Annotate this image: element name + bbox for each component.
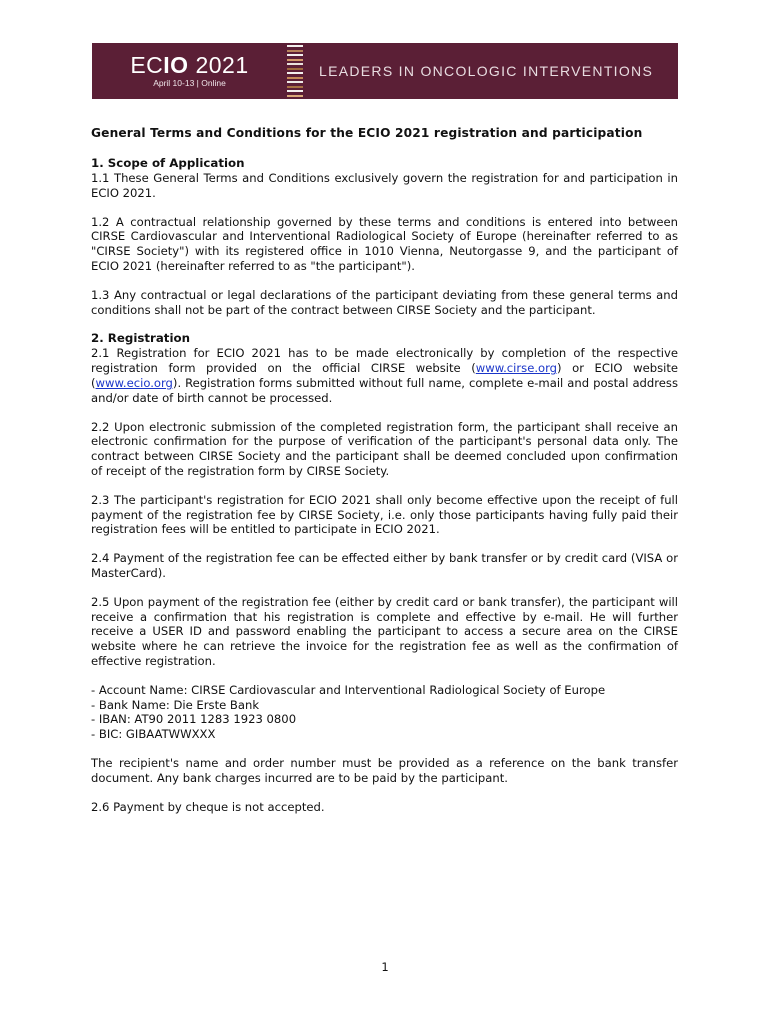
paragraph-1-3: 1.3 Any contractual or legal declarations of the participant deviating from these general terms and conditions shall not be part of the contract between CIRSE Society and the participant. xyxy=(91,287,678,317)
paragraph-1-1: 1.1 These General Terms and Conditions exclusively govern the registration for and participation in ECIO 2021. xyxy=(91,171,678,200)
paragraph-2-5: 2.5 Upon payment of the registration fee (either by credit card or bank transfer), the participant will receive a confirmation that his registration is complete and effective by e-mail. He will further receive a USER ID and password enabling the participant to access a secure area on the CIRSE website where he can retrieve the invoice for the registration fee as well as the confirmation of effective registration. xyxy=(91,594,678,668)
paragraph-recipient: The recipient's name and order number must be provided as a reference on the bank transfer document. Any bank charges incurred are to be paid by the participant. xyxy=(91,755,678,785)
ecio-website-link[interactable]: www.ecio.org xyxy=(95,375,173,390)
logo-dates: April 10-13 | Online xyxy=(153,78,226,88)
section-heading-scope: 1. Scope of Application xyxy=(91,156,245,170)
ecio-banner xyxy=(92,43,678,99)
paragraph-2-6: 2.6 Payment by cheque is not accepted. xyxy=(91,799,325,814)
logo-title: ECIO 2021 xyxy=(130,52,249,78)
bank-name: - Bank Name: Die Erste Bank xyxy=(91,697,260,712)
paragraph-1-2: 1.2 A contractual relationship governed by these terms and conditions is entered into between CIRSE Cardiovascular and Interventional Radiological Society of Europe (hereinafter referred to as "CIRSE Society") with its registered office in 1010 Vienna, Neutorgasse 9, and the participant of ECIO 2021 (hereinafter referred to as "the participant"). xyxy=(91,214,678,273)
section-heading-registration: 2. Registration xyxy=(91,331,190,346)
paragraph-2-2: 2.2 Upon electronic submission of the completed registration form, the participant shall receive an electronic confirmation for the purpose of verification of the participant's personal data only. The contract between CIRSE Society and the participant shall be deemed concluded upon confirmation of receipt of the registration form by CIRSE Society. xyxy=(91,419,678,478)
bank-details xyxy=(91,683,678,742)
paragraph-2-4: 2.4 Payment of the registration fee can be effected either by bank transfer or by credit card (VISA or MasterCard). xyxy=(91,551,678,580)
document-title: General Terms and Conditions for the ECIO 2021 registration and participation xyxy=(91,126,643,140)
ecio-logo xyxy=(92,54,287,88)
page-number: 1 xyxy=(381,960,389,974)
cirse-website-link[interactable]: www.cirse.org xyxy=(475,361,558,376)
bank-bic: - BIC: GIBAATWWXXX xyxy=(91,727,216,742)
stripe-decoration xyxy=(287,43,303,99)
banner-tagline: LEADERS IN ONCOLOGIC INTERVENTIONS xyxy=(319,63,654,79)
bank-account-name: - Account Name: CIRSE Cardiovascular and Interventional Radiological Society of Europe xyxy=(91,682,606,697)
paragraph-2-1: 2.1 Registration for ECIO 2021 has to be made electronically by completion of the respective registration form provided on the official CIRSE website (www.cirse.org) or ECIO website (www.ecio.org). Registration forms submitted without full name, complete e-mail and postal address and/or date of birth cannot be processed. xyxy=(91,346,679,405)
document-body xyxy=(91,126,678,828)
bank-iban: - IBAN: AT90 2011 1283 1923 0800 xyxy=(91,712,297,727)
paragraph-2-3: 2.3 The participant's registration for ECIO 2021 shall only become effective upon the receipt of full payment of the registration fee by CIRSE Society, i.e. only those participants having fully paid their registration fees will be entitled to participate in ECIO 2021. xyxy=(91,492,678,537)
